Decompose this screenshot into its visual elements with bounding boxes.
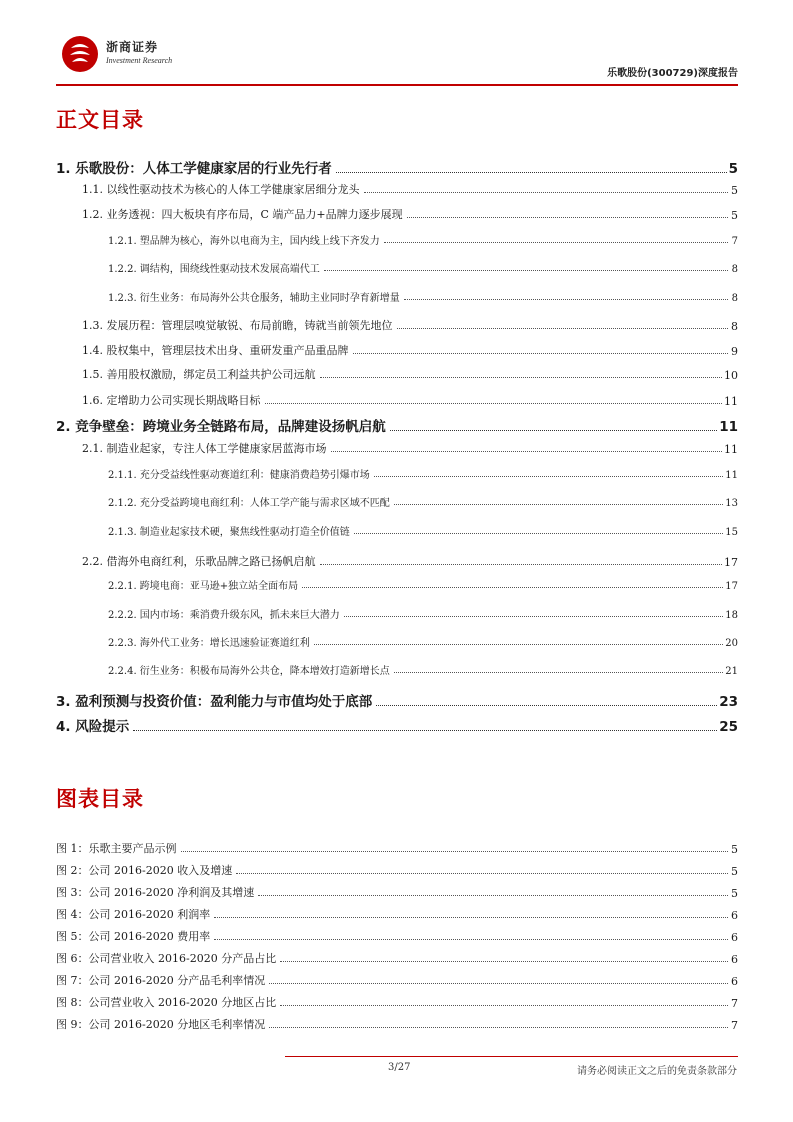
dot-leader [181, 850, 729, 852]
dot-leader [394, 503, 723, 505]
figure-entry-page: 6 [731, 909, 738, 922]
figure-entry[interactable] [56, 884, 738, 900]
figure-entry[interactable] [56, 994, 738, 1010]
dot-leader [269, 1026, 728, 1028]
dot-leader [407, 216, 728, 218]
toc-subsection[interactable] [108, 260, 738, 275]
toc-section-label: 1.1. 以线性驱动技术为核心的人体工学健康家居细分龙头 [82, 183, 360, 196]
toc-chapter[interactable] [56, 715, 738, 735]
figure-entry-page: 6 [731, 931, 738, 944]
toc-subsection[interactable] [108, 232, 738, 247]
toc-subsection-page: 7 [731, 236, 738, 247]
company-logo [56, 34, 186, 74]
dot-leader [336, 171, 727, 173]
toc-subsection[interactable] [108, 523, 738, 538]
toc-section[interactable] [82, 317, 738, 333]
figure-entry[interactable] [56, 950, 738, 966]
dot-leader [133, 729, 717, 731]
figure-entry-page: 5 [731, 865, 738, 878]
report-identifier: 乐歌股份(300729)深度报告 [607, 68, 738, 79]
figure-entry-label: 图 7：公司 2016-2020 分产品毛利率情况 [56, 974, 266, 987]
dot-leader [314, 643, 723, 645]
toc-chapter-page: 5 [728, 161, 738, 177]
toc-section-page: 8 [731, 320, 738, 333]
dot-leader [269, 982, 728, 984]
toc-subsection-label: 1.2.2. 调结构，围绕线性驱动技术发展高端代工 [108, 264, 320, 275]
toc-subsection[interactable] [108, 289, 738, 304]
toc-title: 正文目录 [56, 108, 144, 132]
toc-subsection[interactable] [108, 494, 738, 509]
toc-chapter-label: 2. 竞争壁垒：跨境业务全链路布局，品牌建设扬帆启航 [56, 419, 386, 435]
dot-leader [397, 327, 729, 329]
dot-leader [324, 269, 728, 271]
figure-entry-page: 7 [731, 997, 738, 1010]
toc-section-page: 5 [731, 209, 738, 222]
toc-subsection-page: 15 [725, 527, 738, 538]
dot-leader [374, 475, 723, 477]
toc-subsection-label: 1.2.1. 塑品牌为核心，海外以电商为主，国内线上线下齐发力 [108, 236, 380, 247]
figure-entry-label: 图 6：公司营业收入 2016-2020 分产品占比 [56, 952, 277, 965]
toc-section-page: 10 [724, 369, 738, 382]
toc-subsection[interactable] [108, 466, 738, 481]
toc-subsection-page: 18 [725, 610, 738, 621]
dot-leader [354, 532, 723, 534]
dot-leader [320, 563, 723, 565]
toc-section-label: 1.2. 业务透视：四大板块有序布局，C 端产品力+品牌力逐步展现 [82, 208, 403, 221]
figure-entry-label: 图 4：公司 2016-2020 利润率 [56, 908, 211, 921]
toc-section-page: 11 [724, 443, 738, 456]
figure-entry[interactable] [56, 1016, 738, 1032]
dot-leader [394, 671, 723, 673]
figure-list-title: 图表目录 [56, 787, 144, 811]
toc-subsection-page: 20 [725, 638, 738, 649]
footer-disclaimer: 请务必阅读正文之后的免责条款部分 [577, 1066, 737, 1077]
logo-icon [60, 34, 100, 74]
page-number: 3/27 [388, 1062, 411, 1073]
figure-entry-label: 图 8：公司营业收入 2016-2020 分地区占比 [56, 996, 277, 1009]
dot-leader [384, 241, 728, 243]
toc-chapter[interactable] [56, 157, 738, 177]
toc-subsection-label: 2.2.1. 跨境电商：亚马逊+独立站全面布局 [108, 581, 299, 592]
figure-entry-label: 图 1：乐歌主要产品示例 [56, 842, 177, 855]
toc-subsection-label: 2.1.3. 制造业起家技术硬，聚焦线性驱动打造全价值链 [108, 527, 350, 538]
toc-subsection-page: 8 [731, 264, 738, 275]
toc-section-label: 1.4. 股权集中，管理层技术出身、重研发重产品重品牌 [82, 344, 349, 357]
toc-chapter-page: 25 [719, 719, 738, 735]
logo-company-en: Investment Research [106, 56, 173, 65]
toc-chapter-label: 3. 盈利预测与投资价值：盈利能力与市值均处于底部 [56, 694, 373, 710]
dot-leader [320, 376, 723, 378]
figure-entry-label: 图 2：公司 2016-2020 收入及增速 [56, 864, 233, 877]
figure-entry-page: 5 [731, 887, 738, 900]
toc-section[interactable] [82, 392, 738, 408]
dot-leader [214, 916, 728, 918]
figure-entry[interactable] [56, 840, 738, 856]
toc-subsection-page: 11 [725, 470, 738, 481]
dot-leader [258, 894, 728, 896]
figure-entry-label: 图 3：公司 2016-2020 净利润及其增速 [56, 886, 255, 899]
toc-subsection-label: 2.2.4. 衍生业务：积极布局海外公共仓，降本增效打造新增长点 [108, 666, 390, 677]
toc-chapter-label: 4. 风险提示 [56, 719, 130, 735]
dot-leader [331, 450, 723, 452]
figure-entry[interactable] [56, 972, 738, 988]
figure-entry-label: 图 5：公司 2016-2020 费用率 [56, 930, 211, 943]
toc-subsection[interactable] [108, 606, 738, 621]
toc-section-label: 1.6. 定增助力公司实现长期战略目标 [82, 394, 261, 407]
toc-section-page: 17 [724, 556, 738, 569]
toc-subsection-page: 21 [725, 666, 738, 677]
toc-subsection-label: 2.1.2. 充分受益跨境电商红利：人体工学产能与需求区域不匹配 [108, 498, 390, 509]
toc-subsection-page: 13 [725, 498, 738, 509]
toc-subsection-label: 2.2.2. 国内市场：乘消费升级东风，抓未来巨大潜力 [108, 610, 340, 621]
dot-leader [404, 298, 728, 300]
figure-entry[interactable] [56, 862, 738, 878]
figure-entry[interactable] [56, 906, 738, 922]
figure-entry-page: 6 [731, 975, 738, 988]
toc-chapter[interactable] [56, 690, 738, 710]
toc-section[interactable] [82, 440, 738, 456]
toc-subsection[interactable] [108, 634, 738, 649]
toc-chapter[interactable] [56, 415, 738, 435]
header-divider [56, 84, 738, 86]
toc-subsection-label: 2.2.3. 海外代工业务：增长迅速验证赛道红利 [108, 638, 310, 649]
figure-entry-page: 6 [731, 953, 738, 966]
toc-section-page: 11 [724, 395, 738, 408]
toc-subsection[interactable] [108, 662, 738, 677]
toc-section[interactable] [82, 342, 738, 358]
dot-leader [353, 352, 729, 354]
toc-section[interactable] [82, 366, 738, 382]
dot-leader [236, 872, 728, 874]
toc-section-label: 2.1. 制造业起家，专注人体工学健康家居蓝海市场 [82, 442, 327, 455]
toc-subsection-label: 2.1.1. 充分受益线性驱动赛道红利：健康消费趋势引爆市场 [108, 470, 370, 481]
toc-section[interactable] [82, 553, 738, 569]
toc-chapter-label: 1. 乐歌股份：人体工学健康家居的行业先行者 [56, 161, 332, 177]
toc-section-page: 5 [731, 184, 738, 197]
toc-subsection-page: 17 [725, 581, 738, 592]
toc-section-label: 1.3. 发展历程：管理层嗅觉敏锐、布局前瞻，铸就当前领先地位 [82, 319, 393, 332]
dot-leader [280, 960, 728, 962]
dot-leader [344, 615, 723, 617]
figure-entry-page: 7 [731, 1019, 738, 1032]
toc-section-page: 9 [731, 345, 738, 358]
logo-company-cn: 浙商证券 [106, 40, 159, 54]
toc-section-label: 1.5. 善用股权激励，绑定员工利益共护公司远航 [82, 368, 316, 381]
figure-entry-label: 图 9：公司 2016-2020 分地区毛利率情况 [56, 1018, 266, 1031]
dot-leader [364, 191, 729, 193]
dot-leader [214, 938, 728, 940]
toc-section[interactable] [82, 206, 738, 222]
toc-subsection-label: 1.2.3. 衍生业务：布局海外公共仓服务，辅助主业同时孕育新增量 [108, 293, 400, 304]
page-header [56, 28, 738, 84]
dot-leader [265, 402, 723, 404]
toc-section[interactable] [82, 181, 738, 197]
toc-subsection-page: 8 [731, 293, 738, 304]
toc-chapter-page: 11 [719, 419, 738, 435]
toc-section-label: 2.2. 借海外电商红利，乐歌品牌之路已扬帆启航 [82, 555, 316, 568]
dot-leader [302, 586, 723, 588]
toc-chapter-page: 23 [719, 694, 738, 710]
dot-leader [280, 1004, 728, 1006]
dot-leader [376, 704, 717, 706]
figure-entry-page: 5 [731, 843, 738, 856]
footer-divider [285, 1056, 738, 1057]
toc-subsection[interactable] [108, 577, 738, 592]
dot-leader [390, 429, 717, 431]
figure-entry[interactable] [56, 928, 738, 944]
